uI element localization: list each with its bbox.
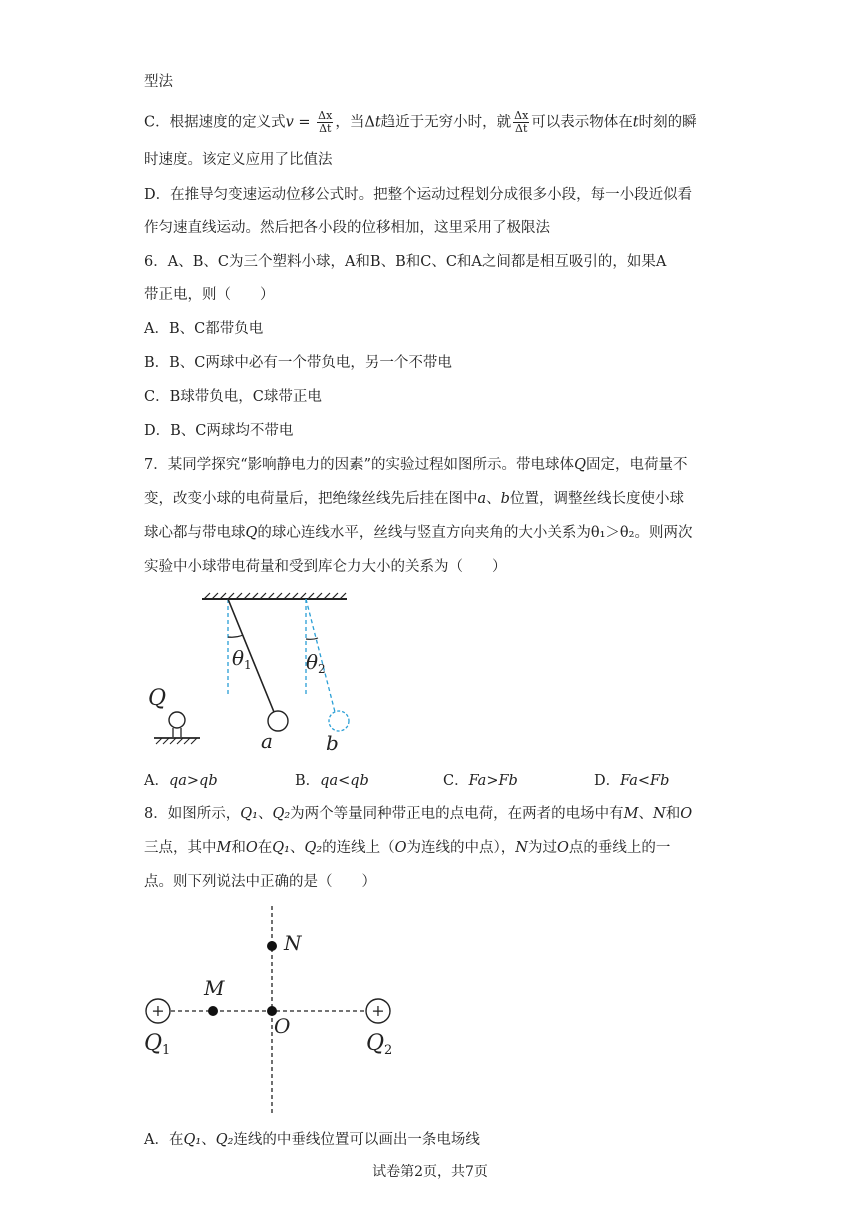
point-N xyxy=(267,941,277,951)
q8-stem-line2: 三点，其中M和O在Q₁、Q₂的连线上（O为连线的中点），N为过O点的垂线上的一 xyxy=(144,840,671,856)
q6-option-a: A．B、C都带负电 xyxy=(144,321,264,337)
Q1-label: Q1 xyxy=(144,1031,171,1058)
q6-option-c: C．B球带负电，C球带正电 xyxy=(144,389,322,405)
q5-b-continuation: 型法 xyxy=(144,74,173,90)
q6-stem-line2: 带正电，则（ ） xyxy=(144,287,275,303)
point-M-label: M xyxy=(204,976,225,1000)
q8-option-a: A．在Q₁、Q₂连线的中垂线位置可以画出一条电场线 xyxy=(144,1132,480,1148)
q7-stem-line1: 7．某同学探究“影响静电力的因素”的实验过程如图所示。带电球体Q固定，电荷量不 xyxy=(144,457,688,473)
svg-text:+: + xyxy=(371,1001,385,1020)
Q2-label: Q2 xyxy=(366,1031,393,1058)
q6-option-b: B．B、C两球中必有一个带负电，另一个不带电 xyxy=(144,355,452,371)
q5-option-c-line2: 时速度。该定义应用了比值法 xyxy=(144,152,333,168)
q5-option-d-line2: 作匀速直线运动。然后把各小段的位移相加，这里采用了极限法 xyxy=(144,220,550,236)
q6-option-d: D．B、C两球均不带电 xyxy=(144,423,294,439)
point-M xyxy=(208,1006,218,1016)
q5-option-c-line1: C．根据速度的定义式v = $\frac{\Delta x}{\Delta t}$ ，当Δt趋近于无穷小时，就 $\frac{\Delta x}{\Delta t}$ 可以表示物体在t时刻的瞬 xyxy=(144,109,697,135)
ball-a-label: a xyxy=(261,729,273,753)
q7-option-d: D．Fa<Fb xyxy=(594,773,670,789)
theta1-label: $\theta_1$ xyxy=(232,646,252,672)
q5-option-d-line1: D．在推导匀变速运动位移公式时。把整个运动过程划分成很多小段，每一小段近似看 xyxy=(144,187,693,203)
page-footer: 试卷第2页，共7页 xyxy=(372,1164,488,1180)
charge-Q-label: Q xyxy=(148,686,167,711)
ball-b-label: b xyxy=(326,731,339,755)
q7-option-a: A．qa>qb xyxy=(144,773,218,789)
svg-text:+: + xyxy=(151,1001,165,1020)
q7-stem-line4: 实验中小球带电荷量和受到库仑力大小的关系为（ ） xyxy=(144,559,507,575)
charged-ball-Q xyxy=(169,712,185,728)
fraction-dx-dt-2: $\frac{\Delta x}{\Delta t}$ xyxy=(514,109,529,135)
fraction-dx-dt: $\frac{\Delta x}{\Delta t}$ xyxy=(318,109,333,135)
q7-option-b: B．qa<qb xyxy=(295,773,369,789)
q7-pendulum-figure xyxy=(140,585,370,755)
point-O-label: O xyxy=(274,1014,291,1038)
q7-stem-line2: 变，改变小球的电荷量后，把绝缘丝线先后挂在图中a、b位置，调整丝线长度使小球 xyxy=(144,491,684,507)
q7-option-c: C．Fa>Fb xyxy=(443,773,518,789)
q8-stem-line1: 8．如图所示，Q₁、Q₂为两个等量同种带正电的点电荷，在两者的电场中有M、N和O xyxy=(144,806,693,822)
ball-b xyxy=(329,711,349,731)
q8-stem-line3: 点。则下列说法中正确的是（ ） xyxy=(144,874,376,890)
theta2-label: $\theta_2$ xyxy=(306,650,326,676)
q6-stem-line1: 6．A、B、C为三个塑料小球，A和B、B和C、C和A之间都是相互吸引的，如果A xyxy=(144,254,667,270)
ball-a xyxy=(268,711,288,731)
q7-stem-line3: 球心都与带电球Q的球心连线水平，丝线与竖直方向夹角的大小关系为θ₁＞θ₂。则两次 xyxy=(144,525,693,541)
q8-charges-figure xyxy=(138,900,408,1120)
point-N-label: N xyxy=(284,931,302,955)
